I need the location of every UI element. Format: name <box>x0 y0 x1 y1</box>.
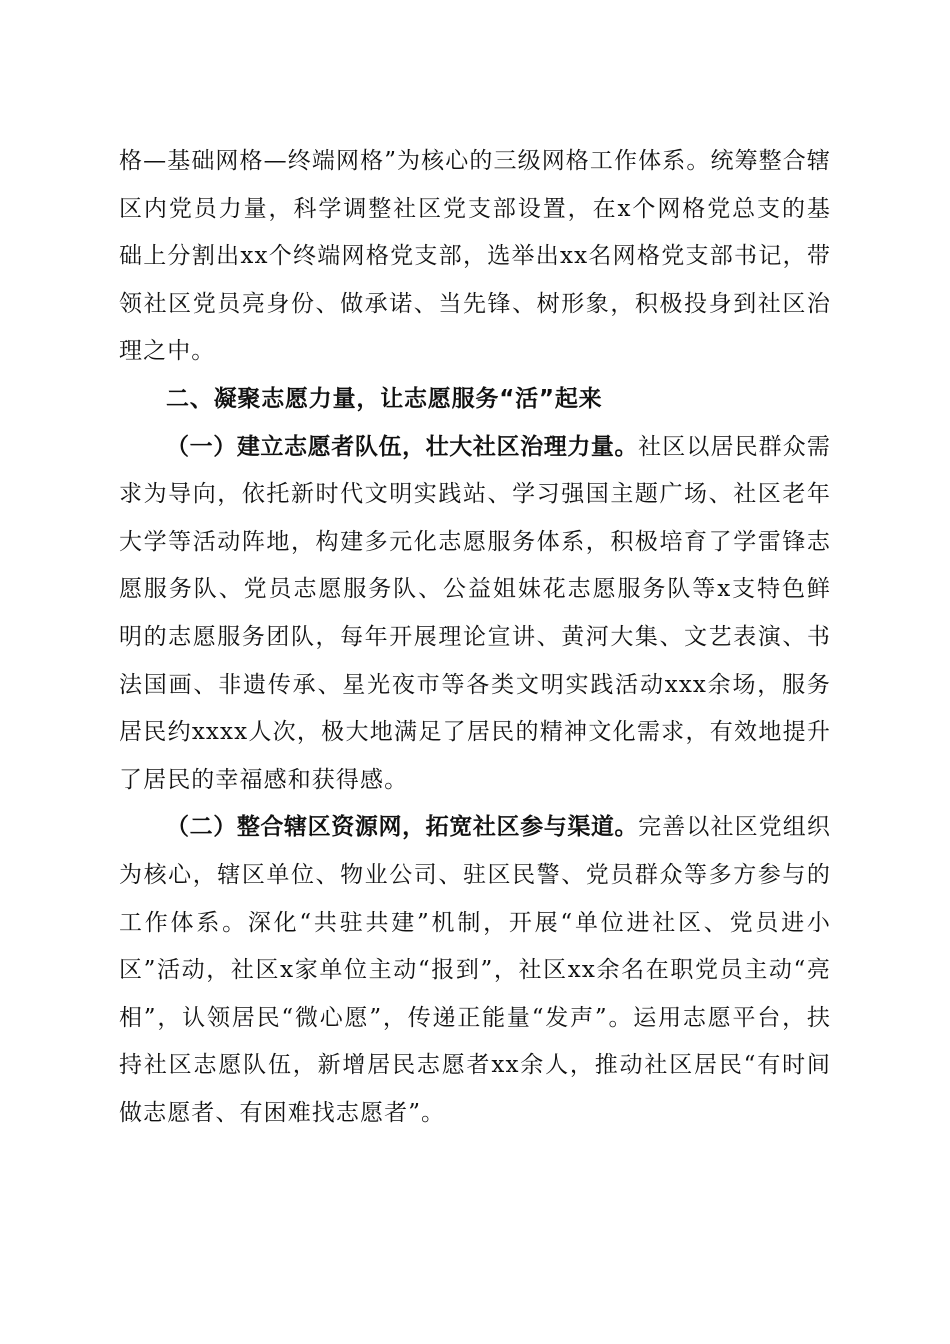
subsection-2-paragraph <box>119 804 831 1137</box>
subsection-1-title: （一）建立志愿者队伍，壮大社区治理力量。 <box>166 433 639 460</box>
document-body <box>119 138 831 1137</box>
subsection-2-body: 完善以社区党组织为核心，辖区单位、物业公司、驻区民警、党员群众等多方参与的工作体系。深化“共驻共建”机制，开展“单位进社区、党员进小区”活动，社区x家单位主动“报到”，社区xx余名在职党员主动“亮相”，认领居民“微心愿”，传递正能量“发声”。运用志愿平台，扶持社区志愿队伍，新增居民志愿者xx余人，推动社区居民“有时间做志愿者、有困难找志愿者”。 <box>119 814 831 1126</box>
subsection-1-paragraph <box>119 424 831 805</box>
paragraph-grid-system: 格—基础网格—终端网格”为核心的三级网格工作体系。统筹整合辖区内党员力量，科学调整社区党支部设置，在x个网格党总支的基础上分割出xx个终端网格党支部，选举出xx名网格党支部书记，带领社区党员亮身份、做承诺、当先锋、树形象，积极投身到社区治理之中。 <box>119 148 831 365</box>
subsection-2-title: （二）整合辖区资源网，拓宽社区参与渠道。 <box>166 814 639 841</box>
subsection-1-body: 社区以居民群众需求为导向，依托新时代文明实践站、学习强国主题广场、社区老年大学等活动阵地，构建多元化志愿服务体系，积极培育了学雷锋志愿服务队、党员志愿服务队、公益姐妹花志愿服务队等x支特色鲜明的志愿服务团队，每年开展理论宣讲、黄河大集、文艺表演、书法国画、非遗传承、星光夜市等各类文明实践活动xxx余场，服务居民约xxxx人次，极大地满足了居民的精神文化需求，有效地提升了居民的幸福感和获得感。 <box>119 433 831 793</box>
section-2-heading: 二、凝聚志愿力量，让志愿服务“活”起来 <box>166 385 603 412</box>
